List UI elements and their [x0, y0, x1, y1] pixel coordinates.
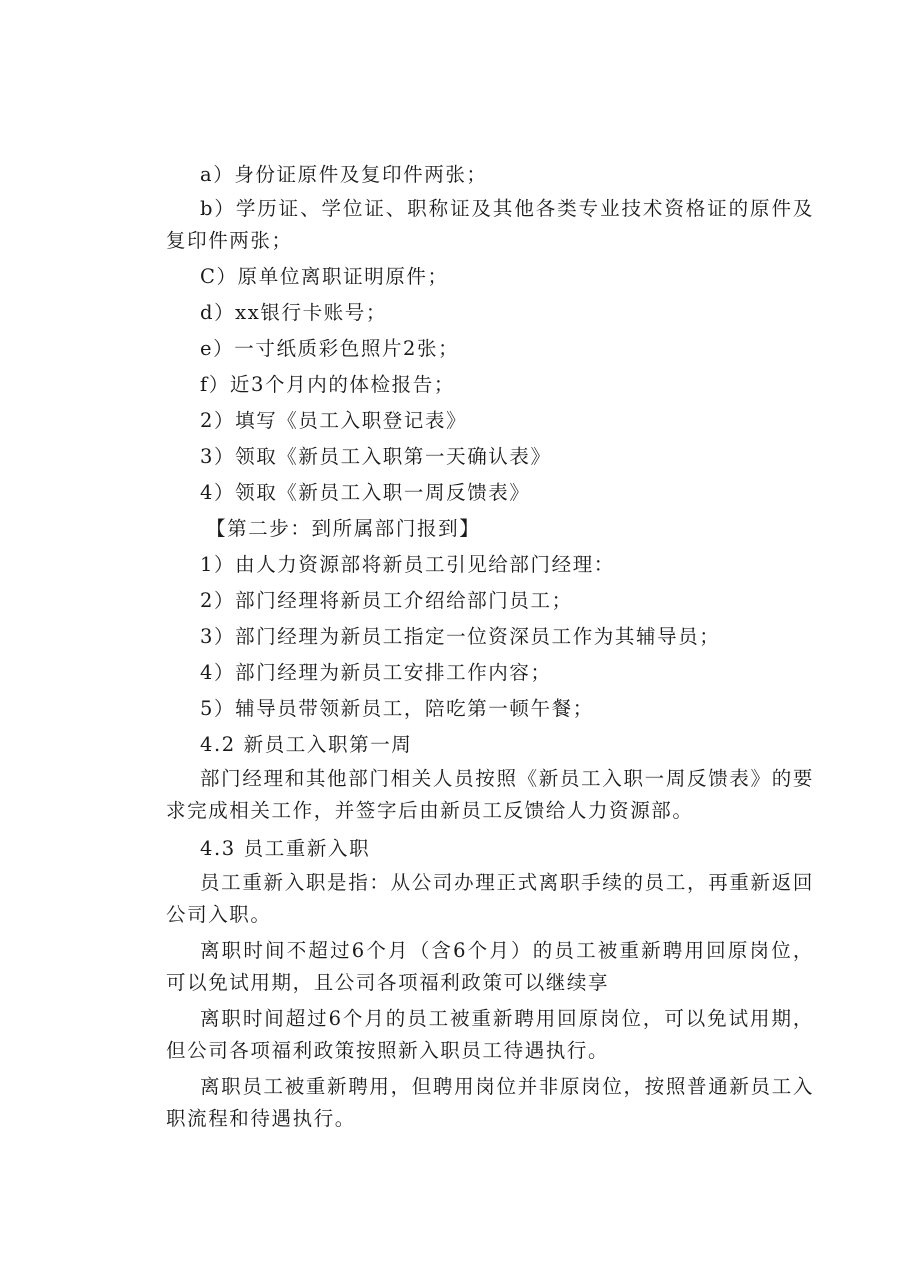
- list-item: b）学历证、学位证、职称证及其他各类专业技术资格证的原件及复印件两张；: [166, 197, 814, 252]
- list-item: 2）填写《员工入职登记表》: [200, 409, 468, 432]
- list-item: a）身份证原件及复印件两张；: [200, 163, 488, 186]
- step-item: 5）辅导员带领新员工，陪吃第一顿午餐；: [200, 697, 594, 720]
- step-item: 1）由人力资源部将新员工引见给部门经理：: [200, 553, 615, 576]
- step-item: 4）部门经理为新员工安排工作内容；: [200, 661, 552, 684]
- list-item: 3）领取《新员工入职第一天确认表》: [200, 445, 552, 468]
- list-item: C）原单位离职证明原件；: [200, 265, 449, 288]
- section-heading-4-2: 4.2 新员工入职第一周: [200, 733, 413, 756]
- section-heading-4-3: 4.3 员工重新入职: [200, 837, 371, 860]
- section-paragraph: 离职员工被重新聘用，但聘用岗位并非原岗位，按照普通新员工入职流程和待遇执行。: [166, 1075, 814, 1130]
- list-item: 4）领取《新员工入职一周反馈表》: [200, 481, 531, 504]
- step-heading: 【第二步：到所属部门报到】: [206, 517, 481, 540]
- section-paragraph: 部门经理和其他部门相关人员按照《新员工入职一周反馈表》的要求完成相关工作，并签字后由新员工反馈给人力资源部。: [166, 767, 814, 822]
- step-item: 2）部门经理将新员工介绍给部门员工；: [200, 589, 573, 612]
- step-item: 3）部门经理为新员工指定一位资深员工作为其辅导员；: [200, 625, 721, 648]
- list-item: d）xx银行卡账号；: [200, 301, 387, 324]
- document-body: [166, 157, 814, 1139]
- list-item: e）一寸纸质彩色照片2张；: [200, 337, 460, 360]
- section-paragraph: 离职时间超过6个月的员工被重新聘用回原岗位，可以免试用期，但公司各项福利政策按照新入职员工待遇执行。: [166, 1007, 814, 1062]
- section-paragraph: 员工重新入职是指：从公司办理正式离职手续的员工，再重新返回公司入职。: [166, 871, 814, 926]
- section-paragraph: 离职时间不超过6个月（含6个月）的员工被重新聘用回原岗位，可以免试用期，且公司各项福利政策可以继续享: [166, 939, 814, 994]
- list-item: f）近3个月内的体检报告；: [200, 373, 455, 396]
